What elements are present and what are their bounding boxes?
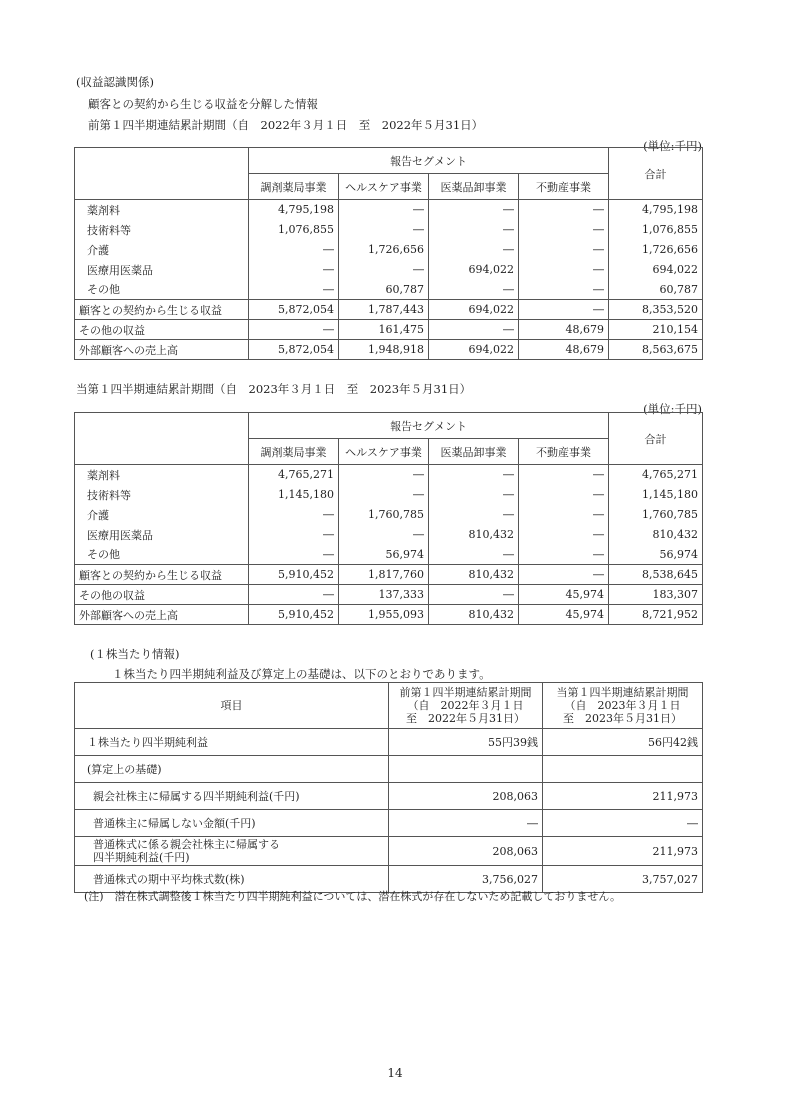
cell: 1,787,443 <box>339 300 429 320</box>
eps-header-prev-line3: 至 2022年５月31日） <box>406 712 525 725</box>
cell: ― <box>429 465 519 485</box>
prev-header-seg1: 調剤薬局事業 <box>249 174 339 200</box>
table-row <box>75 810 703 837</box>
curr-header-segment-group: 報告セグメント <box>249 413 609 439</box>
table-row <box>75 545 703 565</box>
cell: ― <box>339 485 429 505</box>
table-row <box>75 200 703 220</box>
cell: ― <box>519 545 609 565</box>
row-label: 親会社株主に帰属する四半期純利益(千円) <box>75 783 389 810</box>
cell: ― <box>429 545 519 565</box>
row-label: 技術料等 <box>75 220 249 240</box>
prev-header-seg2: ヘルスケア事業 <box>339 174 429 200</box>
cell: ― <box>429 585 519 605</box>
cell: 694,022 <box>429 260 519 280</box>
cell: 1,817,760 <box>339 565 429 585</box>
cell: 211,973 <box>543 837 703 866</box>
prev-revenue-table <box>74 147 703 360</box>
eps-header-curr-line1: 当第１四半期連結累計期間 <box>556 686 689 699</box>
cell: ― <box>429 200 519 220</box>
cell: 60,787 <box>609 280 703 300</box>
cell: 694,022 <box>609 260 703 280</box>
eps-table <box>74 682 703 893</box>
cell: 56,974 <box>609 545 703 565</box>
cell: ― <box>249 240 339 260</box>
row-label: その他の収益 <box>75 320 249 340</box>
cell: ― <box>519 300 609 320</box>
cell: 137,333 <box>339 585 429 605</box>
prev-header-segment-group: 報告セグメント <box>249 148 609 174</box>
row-label: 薬剤料 <box>75 465 249 485</box>
eps-note: (注) 潜在株式調整後１株当たり四半期純利益については、潜在株式が存在しないため記載しておりません。 <box>84 890 622 903</box>
eps-heading: (１株当たり情報) <box>90 647 180 661</box>
row-label: 普通株主に帰属しない金額(千円) <box>75 810 389 837</box>
cell: ― <box>429 220 519 240</box>
eps-intro: １株当たり四半期純利益及び算定上の基礎は、以下のとおりであります。 <box>112 667 491 681</box>
cell: 210,154 <box>609 320 703 340</box>
curr-header-seg2: ヘルスケア事業 <box>339 439 429 465</box>
cell: ― <box>519 505 609 525</box>
cell: ― <box>519 465 609 485</box>
page-number: 14 <box>387 1066 403 1080</box>
cell: ― <box>519 485 609 505</box>
cell: 1,726,656 <box>609 240 703 260</box>
row-label: その他 <box>75 545 249 565</box>
row-label: (算定上の基礎) <box>75 756 389 783</box>
curr-header-seg4: 不動産事業 <box>519 439 609 465</box>
cell: ― <box>389 810 543 837</box>
cell: 56,974 <box>339 545 429 565</box>
cell: 810,432 <box>429 565 519 585</box>
row-label: 薬剤料 <box>75 200 249 220</box>
table-row <box>75 260 703 280</box>
cell: 211,973 <box>543 783 703 810</box>
cell: ― <box>249 585 339 605</box>
table-row <box>75 220 703 240</box>
cell: 694,022 <box>429 300 519 320</box>
row-label: 外部顧客への売上高 <box>75 605 249 625</box>
cell: ― <box>339 200 429 220</box>
row-label: 外部顧客への売上高 <box>75 340 249 360</box>
cell: 4,795,198 <box>249 200 339 220</box>
curr-unit-label: (単位:千円) <box>643 402 702 416</box>
row-label-line2: 四半期純利益(千円) <box>93 851 190 864</box>
eps-header-prev <box>389 683 543 729</box>
cell: ― <box>339 220 429 240</box>
section-subheading: 顧客との契約から生じる収益を分解した情報 <box>88 97 318 111</box>
row-label: 顧客との契約から生じる収益 <box>75 300 249 320</box>
cell: 810,432 <box>609 525 703 545</box>
cell <box>389 756 543 783</box>
cell: 55円39銭 <box>389 729 543 756</box>
cell: 4,765,271 <box>249 465 339 485</box>
cell: ― <box>519 565 609 585</box>
row-label: その他の収益 <box>75 585 249 605</box>
cell: 208,063 <box>389 837 543 866</box>
cell: ― <box>339 525 429 545</box>
prev-header-total: 合計 <box>609 148 703 200</box>
row-label: １株当たり四半期純利益 <box>75 729 389 756</box>
curr-header-blank <box>75 413 249 465</box>
cell: ― <box>249 260 339 280</box>
cell: 208,063 <box>389 783 543 810</box>
curr-header-seg3: 医薬品卸事業 <box>429 439 519 465</box>
cell: ― <box>519 220 609 240</box>
prev-unit-label: (単位:千円) <box>643 139 702 153</box>
cell: 810,432 <box>429 605 519 625</box>
row-label-line1: 普通株式に係る親会社株主に帰属する <box>93 838 280 851</box>
cell: 1,760,785 <box>339 505 429 525</box>
table-row-external-sales <box>75 605 703 625</box>
cell: 1,145,180 <box>249 485 339 505</box>
cell: 4,795,198 <box>609 200 703 220</box>
prev-header-seg3: 医薬品卸事業 <box>429 174 519 200</box>
cell: 45,974 <box>519 585 609 605</box>
cell: ― <box>429 485 519 505</box>
cell: ― <box>429 240 519 260</box>
cell: ― <box>429 505 519 525</box>
prev-header-blank <box>75 148 249 200</box>
table-row <box>75 525 703 545</box>
cell: 48,679 <box>519 340 609 360</box>
table-row <box>75 465 703 485</box>
curr-revenue-table <box>74 412 703 625</box>
table-row <box>75 240 703 260</box>
cell: 183,307 <box>609 585 703 605</box>
cell: 1,076,855 <box>249 220 339 240</box>
cell: 4,765,271 <box>609 465 703 485</box>
table-row-external-sales <box>75 340 703 360</box>
cell: ― <box>519 200 609 220</box>
cell: ― <box>519 525 609 545</box>
cell: 810,432 <box>429 525 519 545</box>
cell <box>543 756 703 783</box>
curr-header-total: 合計 <box>609 413 703 465</box>
row-label: 技術料等 <box>75 485 249 505</box>
row-label: 医療用医薬品 <box>75 260 249 280</box>
cell: ― <box>519 240 609 260</box>
cell: 8,563,675 <box>609 340 703 360</box>
cell: ― <box>543 810 703 837</box>
table-row <box>75 837 703 866</box>
eps-header-curr-line2: （自 2023年３月１日 <box>564 699 681 712</box>
cell: 1,948,918 <box>339 340 429 360</box>
eps-header-curr-line3: 至 2023年５月31日） <box>563 712 682 725</box>
cell: 3,756,027 <box>389 866 543 893</box>
curr-header-seg1: 調剤薬局事業 <box>249 439 339 465</box>
cell: 694,022 <box>429 340 519 360</box>
table-row <box>75 756 703 783</box>
table-row <box>75 505 703 525</box>
cell: 5,872,054 <box>249 300 339 320</box>
cell: 5,872,054 <box>249 340 339 360</box>
cell: 161,475 <box>339 320 429 340</box>
row-label: 介護 <box>75 505 249 525</box>
cell: 60,787 <box>339 280 429 300</box>
eps-header-prev-line2: （自 2022年３月１日 <box>407 699 524 712</box>
row-label: その他 <box>75 280 249 300</box>
cell: ― <box>249 545 339 565</box>
cell: 1,760,785 <box>609 505 703 525</box>
cell: ― <box>249 525 339 545</box>
cell: ― <box>429 280 519 300</box>
table-row <box>75 729 703 756</box>
table-row <box>75 783 703 810</box>
table-row <box>75 280 703 300</box>
eps-header-item: 項目 <box>75 683 389 729</box>
cell: 8,721,952 <box>609 605 703 625</box>
row-label: 普通株式の期中平均株式数(株) <box>75 866 389 893</box>
table-row-other-revenue <box>75 585 703 605</box>
cell: ― <box>429 320 519 340</box>
section-heading: (収益認識関係) <box>76 75 154 89</box>
eps-header-curr <box>543 683 703 729</box>
table-row <box>75 485 703 505</box>
cell: 48,679 <box>519 320 609 340</box>
row-label: 顧客との契約から生じる収益 <box>75 565 249 585</box>
cell: ― <box>519 260 609 280</box>
cell: 5,910,452 <box>249 565 339 585</box>
cell: ― <box>249 505 339 525</box>
row-label: 介護 <box>75 240 249 260</box>
cell: ― <box>339 260 429 280</box>
table-row-contract-revenue <box>75 300 703 320</box>
curr-period-title: 当第１四半期連結累計期間（自 2023年３月１日 至 2023年５月31日） <box>76 382 472 396</box>
row-label <box>75 837 389 866</box>
cell: 5,910,452 <box>249 605 339 625</box>
prev-period-title: 前第１四半期連結累計期間（自 2022年３月１日 至 2022年５月31日） <box>88 118 484 132</box>
cell: ― <box>339 465 429 485</box>
cell: 1,076,855 <box>609 220 703 240</box>
prev-header-seg4: 不動産事業 <box>519 174 609 200</box>
eps-header-prev-line1: 前第１四半期連結累計期間 <box>399 686 532 699</box>
table-row-other-revenue <box>75 320 703 340</box>
cell: 45,974 <box>519 605 609 625</box>
cell: 1,955,093 <box>339 605 429 625</box>
cell: 8,353,520 <box>609 300 703 320</box>
row-label: 医療用医薬品 <box>75 525 249 545</box>
cell: 1,145,180 <box>609 485 703 505</box>
cell: ― <box>249 320 339 340</box>
cell: ― <box>249 280 339 300</box>
table-row-contract-revenue <box>75 565 703 585</box>
cell: 3,757,027 <box>543 866 703 893</box>
cell: ― <box>519 280 609 300</box>
cell: 1,726,656 <box>339 240 429 260</box>
cell: 56円42銭 <box>543 729 703 756</box>
cell: 8,538,645 <box>609 565 703 585</box>
